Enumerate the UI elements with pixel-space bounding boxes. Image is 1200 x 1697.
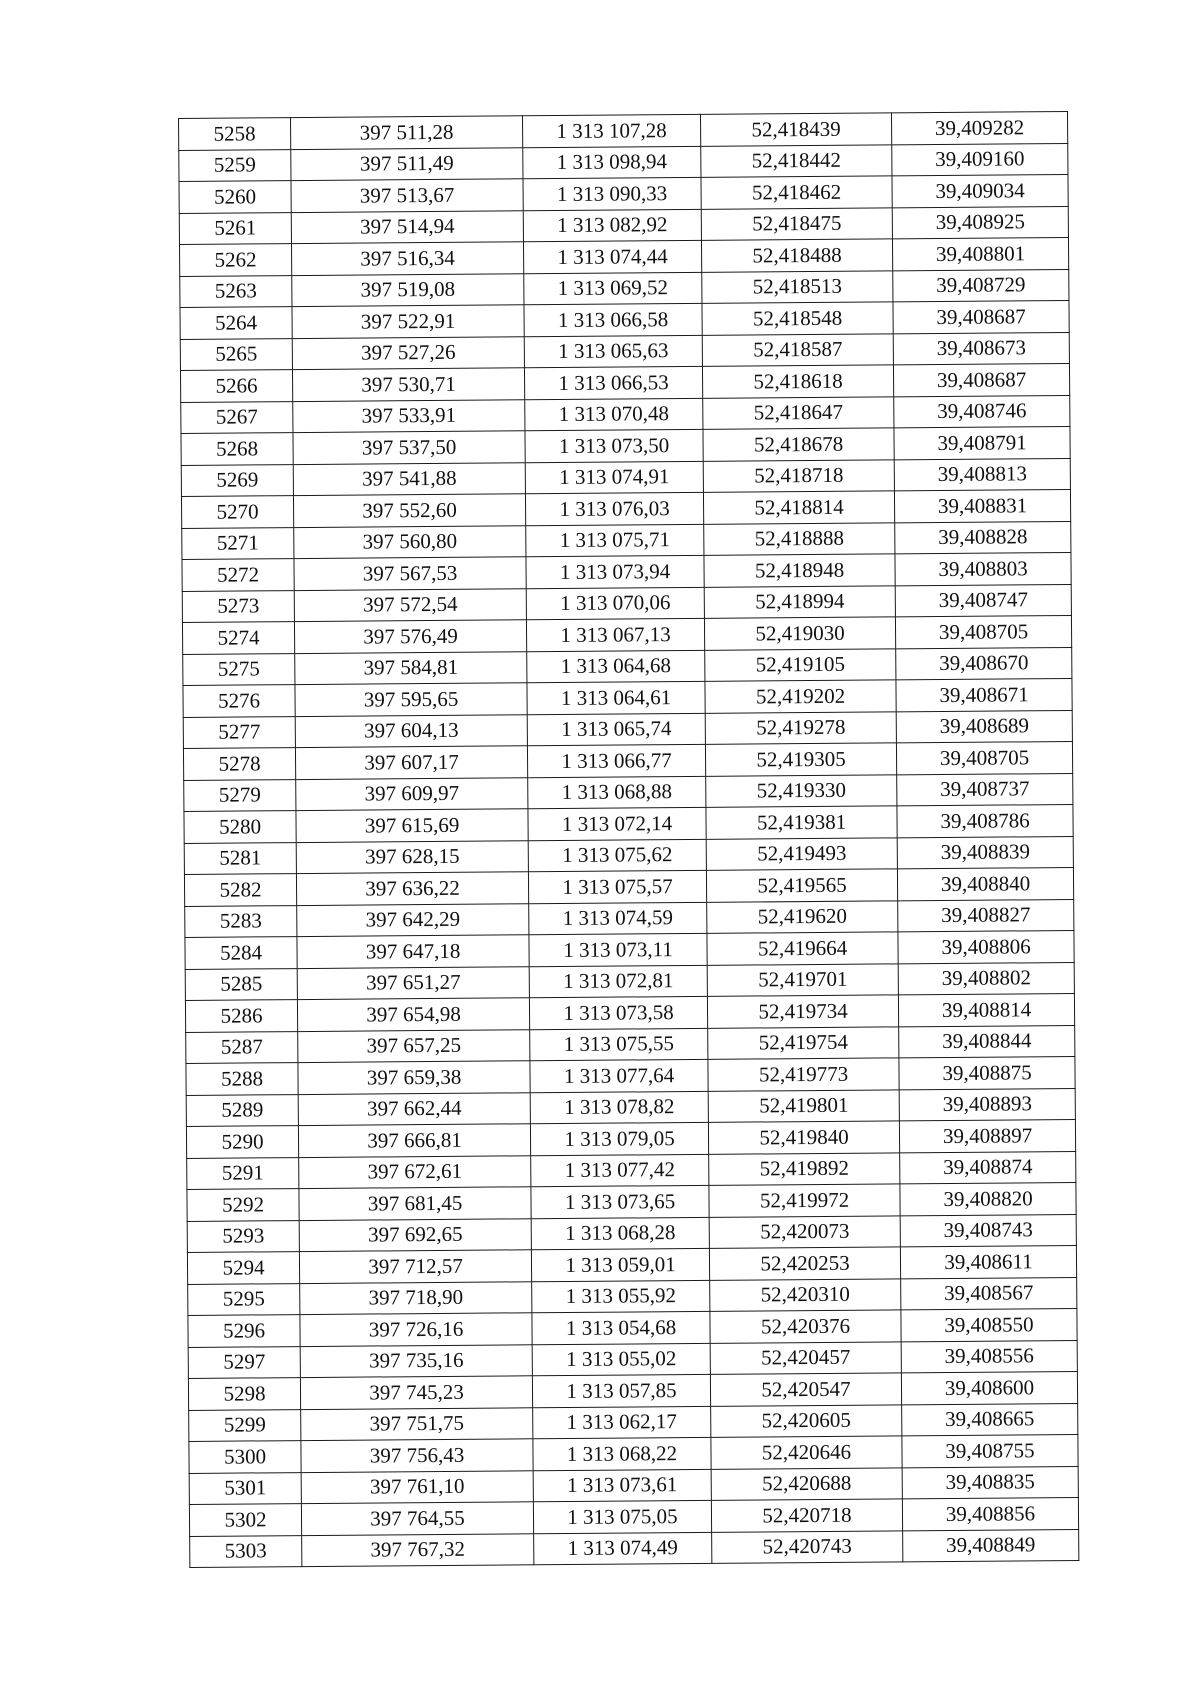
latitude-cell: 52,419754 — [708, 1026, 899, 1059]
latitude-cell: 52,419840 — [708, 1121, 899, 1154]
latitude-cell: 52,418587 — [702, 333, 893, 366]
latitude-cell: 52,419278 — [705, 711, 896, 744]
longitude-cell: 39,409160 — [892, 143, 1068, 176]
point-number-cell: 5259 — [179, 149, 291, 181]
x-coordinate-cell: 397 609,97 — [296, 777, 528, 810]
longitude-cell: 39,408803 — [895, 553, 1071, 586]
longitude-cell: 39,408820 — [900, 1182, 1076, 1215]
x-coordinate-cell: 397 767,32 — [302, 1533, 534, 1566]
y-coordinate-cell: 1 313 075,55 — [530, 1028, 708, 1061]
point-number-cell: 5285 — [185, 968, 297, 1000]
latitude-cell: 52,419701 — [707, 963, 898, 996]
y-coordinate-cell: 1 313 073,11 — [529, 933, 707, 966]
x-coordinate-cell: 397 672,61 — [299, 1155, 531, 1188]
longitude-cell: 39,408802 — [898, 962, 1074, 995]
x-coordinate-cell: 397 567,53 — [294, 557, 526, 590]
x-coordinate-cell: 397 654,98 — [297, 998, 529, 1031]
longitude-cell: 39,408611 — [900, 1245, 1076, 1278]
point-number-cell: 5303 — [190, 1535, 302, 1567]
x-coordinate-cell: 397 745,23 — [300, 1376, 532, 1409]
longitude-cell: 39,408673 — [893, 332, 1069, 365]
longitude-cell: 39,408746 — [894, 395, 1070, 428]
y-coordinate-cell: 1 313 068,22 — [533, 1437, 711, 1470]
point-number-cell: 5279 — [184, 779, 296, 811]
y-coordinate-cell: 1 313 076,03 — [525, 492, 703, 525]
point-number-cell: 5290 — [186, 1126, 298, 1158]
x-coordinate-cell: 397 604,13 — [295, 714, 527, 747]
x-coordinate-cell: 397 761,10 — [301, 1470, 533, 1503]
longitude-cell: 39,408828 — [895, 521, 1071, 554]
point-number-cell: 5298 — [188, 1378, 300, 1410]
x-coordinate-cell: 397 541,88 — [293, 462, 525, 495]
point-number-cell: 5273 — [182, 590, 294, 622]
point-number-cell: 5289 — [186, 1094, 298, 1126]
point-number-cell: 5265 — [180, 338, 292, 370]
y-coordinate-cell: 1 313 075,57 — [528, 870, 706, 903]
point-number-cell: 5293 — [187, 1220, 299, 1252]
longitude-cell: 39,408813 — [894, 458, 1070, 491]
x-coordinate-cell: 397 511,28 — [291, 116, 523, 149]
latitude-cell: 52,420073 — [709, 1215, 900, 1248]
longitude-cell: 39,409034 — [892, 175, 1068, 208]
x-coordinate-cell: 397 572,54 — [294, 588, 526, 621]
y-coordinate-cell: 1 313 074,44 — [523, 240, 701, 273]
point-number-cell: 5277 — [183, 716, 295, 748]
x-coordinate-cell: 397 662,44 — [298, 1092, 530, 1125]
x-coordinate-cell: 397 576,49 — [294, 620, 526, 653]
y-coordinate-cell: 1 313 075,62 — [528, 839, 706, 872]
latitude-cell: 52,420457 — [710, 1341, 901, 1374]
x-coordinate-cell: 397 636,22 — [296, 872, 528, 905]
latitude-cell: 52,419030 — [704, 617, 895, 650]
y-coordinate-cell: 1 313 078,82 — [530, 1091, 708, 1124]
latitude-cell: 52,419565 — [706, 869, 897, 902]
longitude-cell: 39,408835 — [902, 1466, 1078, 1499]
y-coordinate-cell: 1 313 067,13 — [526, 618, 704, 651]
longitude-cell: 39,408806 — [898, 930, 1074, 963]
latitude-cell: 52,419972 — [709, 1184, 900, 1217]
latitude-cell: 52,419202 — [705, 680, 896, 713]
longitude-cell: 39,408839 — [897, 836, 1073, 869]
x-coordinate-cell: 397 718,90 — [300, 1281, 532, 1314]
y-coordinate-cell: 1 313 070,48 — [525, 398, 703, 431]
latitude-cell: 52,418994 — [704, 585, 895, 618]
longitude-cell: 39,408743 — [900, 1214, 1076, 1247]
point-number-cell: 5266 — [180, 370, 292, 402]
latitude-cell: 52,418475 — [701, 207, 892, 240]
point-number-cell: 5274 — [182, 622, 294, 654]
latitude-cell: 52,418513 — [702, 270, 893, 303]
y-coordinate-cell: 1 313 069,52 — [524, 272, 702, 305]
x-coordinate-cell: 397 513,67 — [291, 179, 523, 212]
table-row — [190, 1529, 1079, 1567]
latitude-cell: 52,420253 — [709, 1247, 900, 1280]
point-number-cell: 5295 — [188, 1283, 300, 1315]
x-coordinate-cell: 397 560,80 — [294, 525, 526, 558]
point-number-cell: 5280 — [184, 811, 296, 843]
latitude-cell: 52,419734 — [707, 995, 898, 1028]
longitude-cell: 39,408786 — [897, 804, 1073, 837]
coordinates-table — [178, 111, 1079, 1568]
point-number-cell: 5299 — [189, 1409, 301, 1441]
latitude-cell: 52,420605 — [711, 1404, 902, 1437]
x-coordinate-cell: 397 607,17 — [295, 746, 527, 779]
latitude-cell: 52,420688 — [711, 1467, 902, 1500]
y-coordinate-cell: 1 313 074,91 — [525, 461, 703, 494]
longitude-cell: 39,408844 — [899, 1025, 1075, 1058]
longitude-cell: 39,408840 — [897, 867, 1073, 900]
point-number-cell: 5283 — [185, 905, 297, 937]
point-number-cell: 5281 — [184, 842, 296, 874]
latitude-cell: 52,418948 — [704, 554, 895, 587]
y-coordinate-cell: 1 313 073,50 — [525, 429, 703, 462]
longitude-cell: 39,408665 — [902, 1403, 1078, 1436]
point-number-cell: 5271 — [182, 527, 294, 559]
latitude-cell: 52,418678 — [703, 428, 894, 461]
point-number-cell: 5269 — [181, 464, 293, 496]
y-coordinate-cell: 1 313 079,05 — [530, 1122, 708, 1155]
x-coordinate-cell: 397 527,26 — [292, 336, 524, 369]
y-coordinate-cell: 1 313 073,65 — [531, 1185, 709, 1218]
y-coordinate-cell: 1 313 064,68 — [527, 650, 705, 683]
point-number-cell: 5297 — [188, 1346, 300, 1378]
latitude-cell: 52,418647 — [703, 396, 894, 429]
point-number-cell: 5261 — [179, 212, 291, 244]
latitude-cell: 52,420376 — [710, 1310, 901, 1343]
longitude-cell: 39,408729 — [893, 269, 1069, 302]
y-coordinate-cell: 1 313 059,01 — [531, 1248, 709, 1281]
latitude-cell: 52,418718 — [703, 459, 894, 492]
latitude-cell: 52,418462 — [701, 176, 892, 209]
latitude-cell: 52,420547 — [710, 1373, 901, 1406]
longitude-cell: 39,408875 — [899, 1056, 1075, 1089]
point-number-cell: 5276 — [183, 685, 295, 717]
longitude-cell: 39,408893 — [899, 1088, 1075, 1121]
longitude-cell: 39,408814 — [898, 993, 1074, 1026]
x-coordinate-cell: 397 584,81 — [295, 651, 527, 684]
point-number-cell: 5300 — [189, 1441, 301, 1473]
x-coordinate-cell: 397 659,38 — [298, 1061, 530, 1094]
latitude-cell: 52,418548 — [702, 302, 893, 335]
latitude-cell: 52,420718 — [711, 1499, 902, 1532]
point-number-cell: 5263 — [180, 275, 292, 307]
x-coordinate-cell: 397 712,57 — [299, 1250, 531, 1283]
latitude-cell: 52,418888 — [704, 522, 895, 555]
longitude-cell: 39,408705 — [896, 741, 1072, 774]
longitude-cell: 39,408600 — [901, 1371, 1077, 1404]
longitude-cell: 39,408925 — [892, 206, 1068, 239]
longitude-cell: 39,408689 — [896, 710, 1072, 743]
point-number-cell: 5282 — [184, 874, 296, 906]
x-coordinate-cell: 397 657,25 — [298, 1029, 530, 1062]
longitude-cell: 39,408874 — [900, 1151, 1076, 1184]
longitude-cell: 39,408831 — [894, 490, 1070, 523]
y-coordinate-cell: 1 313 068,88 — [528, 776, 706, 809]
x-coordinate-cell: 397 756,43 — [301, 1439, 533, 1472]
y-coordinate-cell: 1 313 066,58 — [524, 303, 702, 336]
latitude-cell: 52,420646 — [711, 1436, 902, 1469]
latitude-cell: 52,419330 — [706, 774, 897, 807]
longitude-cell: 39,408687 — [893, 301, 1069, 334]
latitude-cell: 52,418814 — [703, 491, 894, 524]
y-coordinate-cell: 1 313 062,17 — [533, 1406, 711, 1439]
latitude-cell: 52,420310 — [710, 1278, 901, 1311]
longitude-cell: 39,408671 — [896, 678, 1072, 711]
point-number-cell: 5262 — [179, 244, 291, 276]
y-coordinate-cell: 1 313 066,53 — [524, 366, 702, 399]
y-coordinate-cell: 1 313 074,59 — [529, 902, 707, 935]
x-coordinate-cell: 397 681,45 — [299, 1187, 531, 1220]
point-number-cell: 5301 — [189, 1472, 301, 1504]
y-coordinate-cell: 1 313 074,49 — [534, 1532, 712, 1565]
x-coordinate-cell: 397 615,69 — [296, 809, 528, 842]
x-coordinate-cell: 397 735,16 — [300, 1344, 532, 1377]
point-number-cell: 5272 — [182, 559, 294, 591]
latitude-cell: 52,418439 — [700, 113, 891, 146]
longitude-cell: 39,408856 — [902, 1497, 1078, 1530]
longitude-cell: 39,408849 — [903, 1529, 1079, 1562]
latitude-cell: 52,419105 — [705, 648, 896, 681]
latitude-cell: 52,419892 — [709, 1152, 900, 1185]
x-coordinate-cell: 397 511,49 — [291, 147, 523, 180]
y-coordinate-cell: 1 313 090,33 — [523, 177, 701, 210]
longitude-cell: 39,408550 — [901, 1308, 1077, 1341]
longitude-cell: 39,408897 — [899, 1119, 1075, 1152]
point-number-cell: 5264 — [180, 307, 292, 339]
latitude-cell: 52,419801 — [708, 1089, 899, 1122]
latitude-cell: 52,419381 — [706, 806, 897, 839]
x-coordinate-cell: 397 537,50 — [293, 431, 525, 464]
latitude-cell: 52,419493 — [706, 837, 897, 870]
y-coordinate-cell: 1 313 072,81 — [529, 965, 707, 998]
latitude-cell: 52,419664 — [707, 932, 898, 965]
point-number-cell: 5286 — [185, 1000, 297, 1032]
x-coordinate-cell: 397 516,34 — [291, 242, 523, 275]
y-coordinate-cell: 1 313 064,61 — [527, 681, 705, 714]
y-coordinate-cell: 1 313 075,71 — [526, 524, 704, 557]
longitude-cell: 39,408791 — [894, 427, 1070, 460]
x-coordinate-cell: 397 642,29 — [297, 903, 529, 936]
longitude-cell: 39,408687 — [893, 364, 1069, 397]
latitude-cell: 52,419305 — [705, 743, 896, 776]
x-coordinate-cell: 397 751,75 — [301, 1407, 533, 1440]
latitude-cell: 52,419773 — [708, 1058, 899, 1091]
point-number-cell: 5267 — [181, 401, 293, 433]
point-number-cell: 5291 — [187, 1157, 299, 1189]
y-coordinate-cell: 1 313 055,02 — [532, 1343, 710, 1376]
y-coordinate-cell: 1 313 065,63 — [524, 335, 702, 368]
y-coordinate-cell: 1 313 068,28 — [531, 1217, 709, 1250]
x-coordinate-cell: 397 692,65 — [299, 1218, 531, 1251]
longitude-cell: 39,408827 — [898, 899, 1074, 932]
longitude-cell: 39,408747 — [895, 584, 1071, 617]
x-coordinate-cell: 397 519,08 — [292, 273, 524, 306]
y-coordinate-cell: 1 313 098,94 — [523, 146, 701, 179]
y-coordinate-cell: 1 313 082,92 — [523, 209, 701, 242]
y-coordinate-cell: 1 313 077,64 — [530, 1059, 708, 1092]
point-number-cell: 5275 — [183, 653, 295, 685]
x-coordinate-cell: 397 651,27 — [297, 966, 529, 999]
x-coordinate-cell: 397 595,65 — [295, 683, 527, 716]
coordinates-table-body — [179, 112, 1079, 1568]
x-coordinate-cell: 397 628,15 — [296, 840, 528, 873]
y-coordinate-cell: 1 313 072,14 — [528, 807, 706, 840]
point-number-cell: 5294 — [187, 1252, 299, 1284]
point-number-cell: 5284 — [185, 937, 297, 969]
y-coordinate-cell: 1 313 073,61 — [533, 1469, 711, 1502]
latitude-cell: 52,418442 — [701, 144, 892, 177]
y-coordinate-cell: 1 313 057,85 — [532, 1374, 710, 1407]
y-coordinate-cell: 1 313 073,94 — [526, 555, 704, 588]
longitude-cell: 39,408737 — [897, 773, 1073, 806]
latitude-cell: 52,419620 — [707, 900, 898, 933]
point-number-cell: 5260 — [179, 181, 291, 213]
point-number-cell: 5288 — [186, 1063, 298, 1095]
point-number-cell: 5296 — [188, 1315, 300, 1347]
point-number-cell: 5268 — [181, 433, 293, 465]
x-coordinate-cell: 397 530,71 — [292, 368, 524, 401]
x-coordinate-cell: 397 522,91 — [292, 305, 524, 338]
point-number-cell: 5292 — [187, 1189, 299, 1221]
x-coordinate-cell: 397 764,55 — [301, 1502, 533, 1535]
longitude-cell: 39,408755 — [902, 1434, 1078, 1467]
point-number-cell: 5258 — [179, 118, 291, 150]
longitude-cell: 39,408801 — [892, 238, 1068, 271]
y-coordinate-cell: 1 313 070,06 — [526, 587, 704, 620]
latitude-cell: 52,418618 — [702, 365, 893, 398]
y-coordinate-cell: 1 313 073,58 — [529, 996, 707, 1029]
longitude-cell: 39,408556 — [901, 1340, 1077, 1373]
longitude-cell: 39,409282 — [891, 112, 1067, 145]
y-coordinate-cell: 1 313 054,68 — [532, 1311, 710, 1344]
x-coordinate-cell: 397 647,18 — [297, 935, 529, 968]
y-coordinate-cell: 1 313 055,92 — [532, 1280, 710, 1313]
y-coordinate-cell: 1 313 075,05 — [533, 1500, 711, 1533]
y-coordinate-cell: 1 313 107,28 — [522, 114, 700, 147]
x-coordinate-cell: 397 533,91 — [293, 399, 525, 432]
x-coordinate-cell: 397 726,16 — [300, 1313, 532, 1346]
x-coordinate-cell: 397 552,60 — [293, 494, 525, 527]
x-coordinate-cell: 397 666,81 — [298, 1124, 530, 1157]
x-coordinate-cell: 397 514,94 — [291, 210, 523, 243]
y-coordinate-cell: 1 313 077,42 — [531, 1154, 709, 1187]
point-number-cell: 5278 — [183, 748, 295, 780]
point-number-cell: 5302 — [189, 1504, 301, 1536]
point-number-cell: 5287 — [186, 1031, 298, 1063]
longitude-cell: 39,408567 — [901, 1277, 1077, 1310]
point-number-cell: 5270 — [181, 496, 293, 528]
latitude-cell: 52,418488 — [701, 239, 892, 272]
y-coordinate-cell: 1 313 066,77 — [527, 744, 705, 777]
latitude-cell: 52,420743 — [712, 1530, 903, 1563]
y-coordinate-cell: 1 313 065,74 — [527, 713, 705, 746]
longitude-cell: 39,408705 — [895, 615, 1071, 648]
longitude-cell: 39,408670 — [896, 647, 1072, 680]
